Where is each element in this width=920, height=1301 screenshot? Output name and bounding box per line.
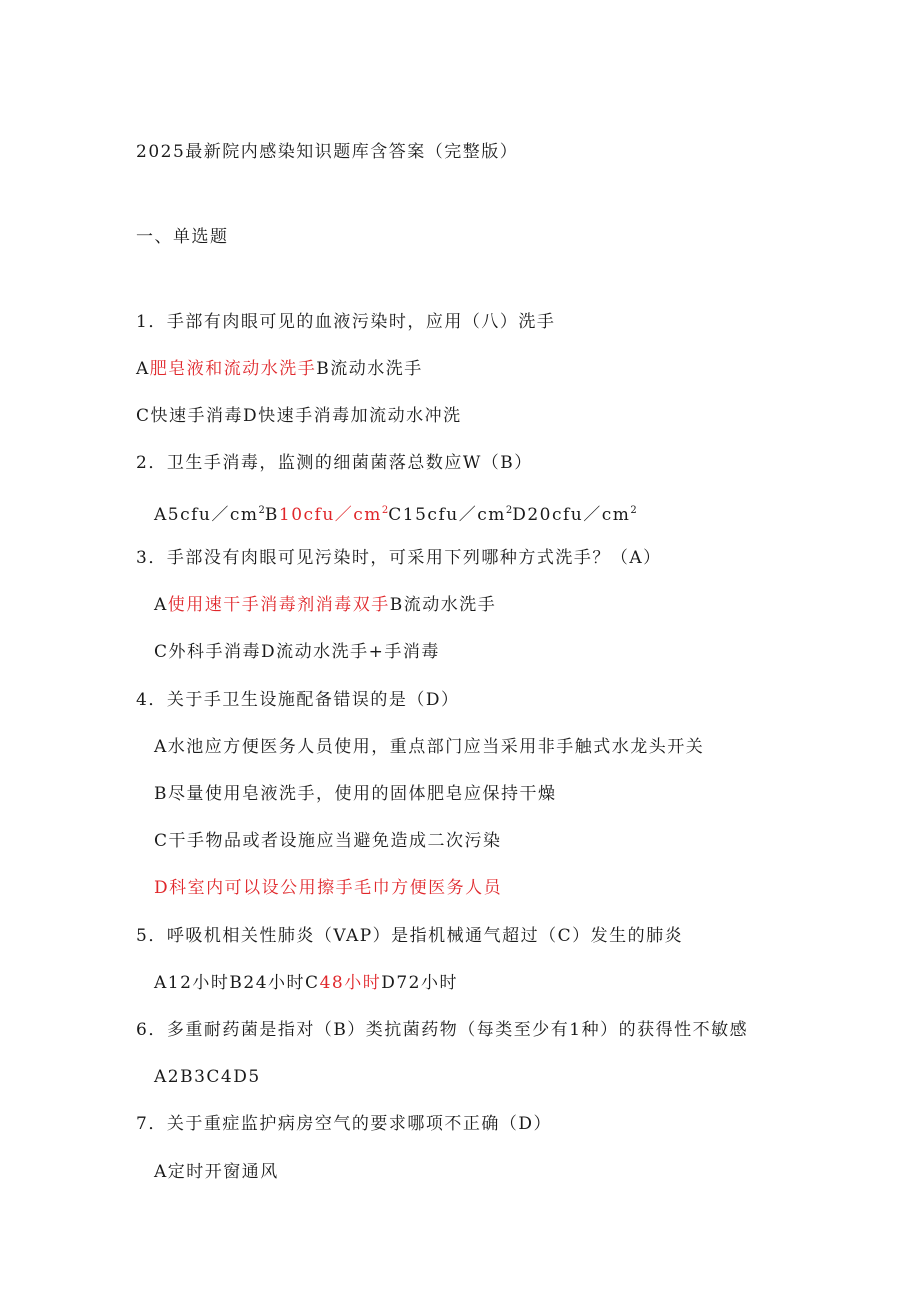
question-6-options: A2B3C4D5 [154, 1067, 261, 1087]
superscript: 2 [505, 505, 513, 516]
superscript: 2 [630, 505, 637, 516]
question-3-options-cd: C外科手消毒D流动水洗手+手消毒 [154, 642, 440, 662]
question-2-stem: 2．卫生手消毒，监测的细菌菌落总数应W（B） [136, 453, 533, 473]
question-4-option-b: B尽量使用皂液洗手，使用的固体肥皂应保持干燥 [154, 784, 557, 804]
correct-answer: 肥皂液和流动水洗手 [149, 359, 317, 379]
option-a-label: A [154, 595, 168, 615]
question-4-stem: 4．关于手卫生设施配备错误的是（D） [136, 690, 460, 710]
option-a-label: A [136, 359, 150, 379]
question-3-stem: 3．手部没有肉眼可见污染时，可采用下列哪种方式洗手？（A） [136, 548, 662, 568]
question-6-stem: 6．多重耐药菌是指对（B）类抗菌药物（每类至少有1种）的获得性不敏感 [136, 1020, 749, 1040]
option-d: D72小时 [381, 973, 458, 993]
correct-answer: 科室内可以设公用擦手毛巾方便医务人员 [169, 878, 503, 898]
question-7-stem: 7．关于重症监护病房空气的要求哪项不正确（D） [136, 1114, 552, 1134]
document-title: 2025最新院内感染知识题库含答案（完整版） [136, 142, 519, 162]
question-1-options-ab [136, 358, 423, 380]
options-ab: A12小时B24小时 [154, 973, 306, 993]
section-heading: 一、单选题 [136, 227, 229, 247]
superscript: 2 [381, 505, 389, 516]
question-5-stem: 5．呼吸机相关性肺炎（VAP）是指机械通气超过（C）发生的肺炎 [136, 926, 684, 946]
correct-answer: 48小时 [319, 973, 382, 993]
question-3-options-ab [154, 594, 496, 616]
option-d-label: D [154, 878, 170, 898]
correct-answer: 10cfu／cm [278, 505, 382, 525]
question-4-option-c: C干手物品或者设施应当避免造成二次污染 [154, 831, 502, 851]
option-c-label: C [305, 973, 320, 993]
question-4-option-a: A水池应方便医务人员使用，重点部门应当采用非手触式水龙头开关 [154, 737, 705, 757]
question-5-options [154, 972, 458, 994]
option-b-label: B [264, 505, 279, 525]
option-a: A5cfu／cm [154, 505, 259, 525]
correct-answer: 使用速干手消毒剂消毒双手 [167, 595, 390, 615]
option-c: C15cfu／cm [388, 505, 506, 525]
option-b: B流动水洗手 [389, 595, 497, 615]
option-b: B流动水洗手 [316, 359, 423, 379]
question-2-options [154, 500, 637, 526]
question-7-option-a: A定时开窗通风 [154, 1162, 279, 1182]
superscript: 2 [258, 505, 265, 516]
question-1-options-cd: C快速手消毒D快速手消毒加流动水冲洗 [136, 406, 462, 426]
question-4-option-d [154, 877, 502, 899]
question-1-stem: 1．手部有肉眼可见的血液污染时，应用（八）洗手 [136, 312, 556, 332]
option-d: D20cfu／cm [512, 505, 631, 525]
